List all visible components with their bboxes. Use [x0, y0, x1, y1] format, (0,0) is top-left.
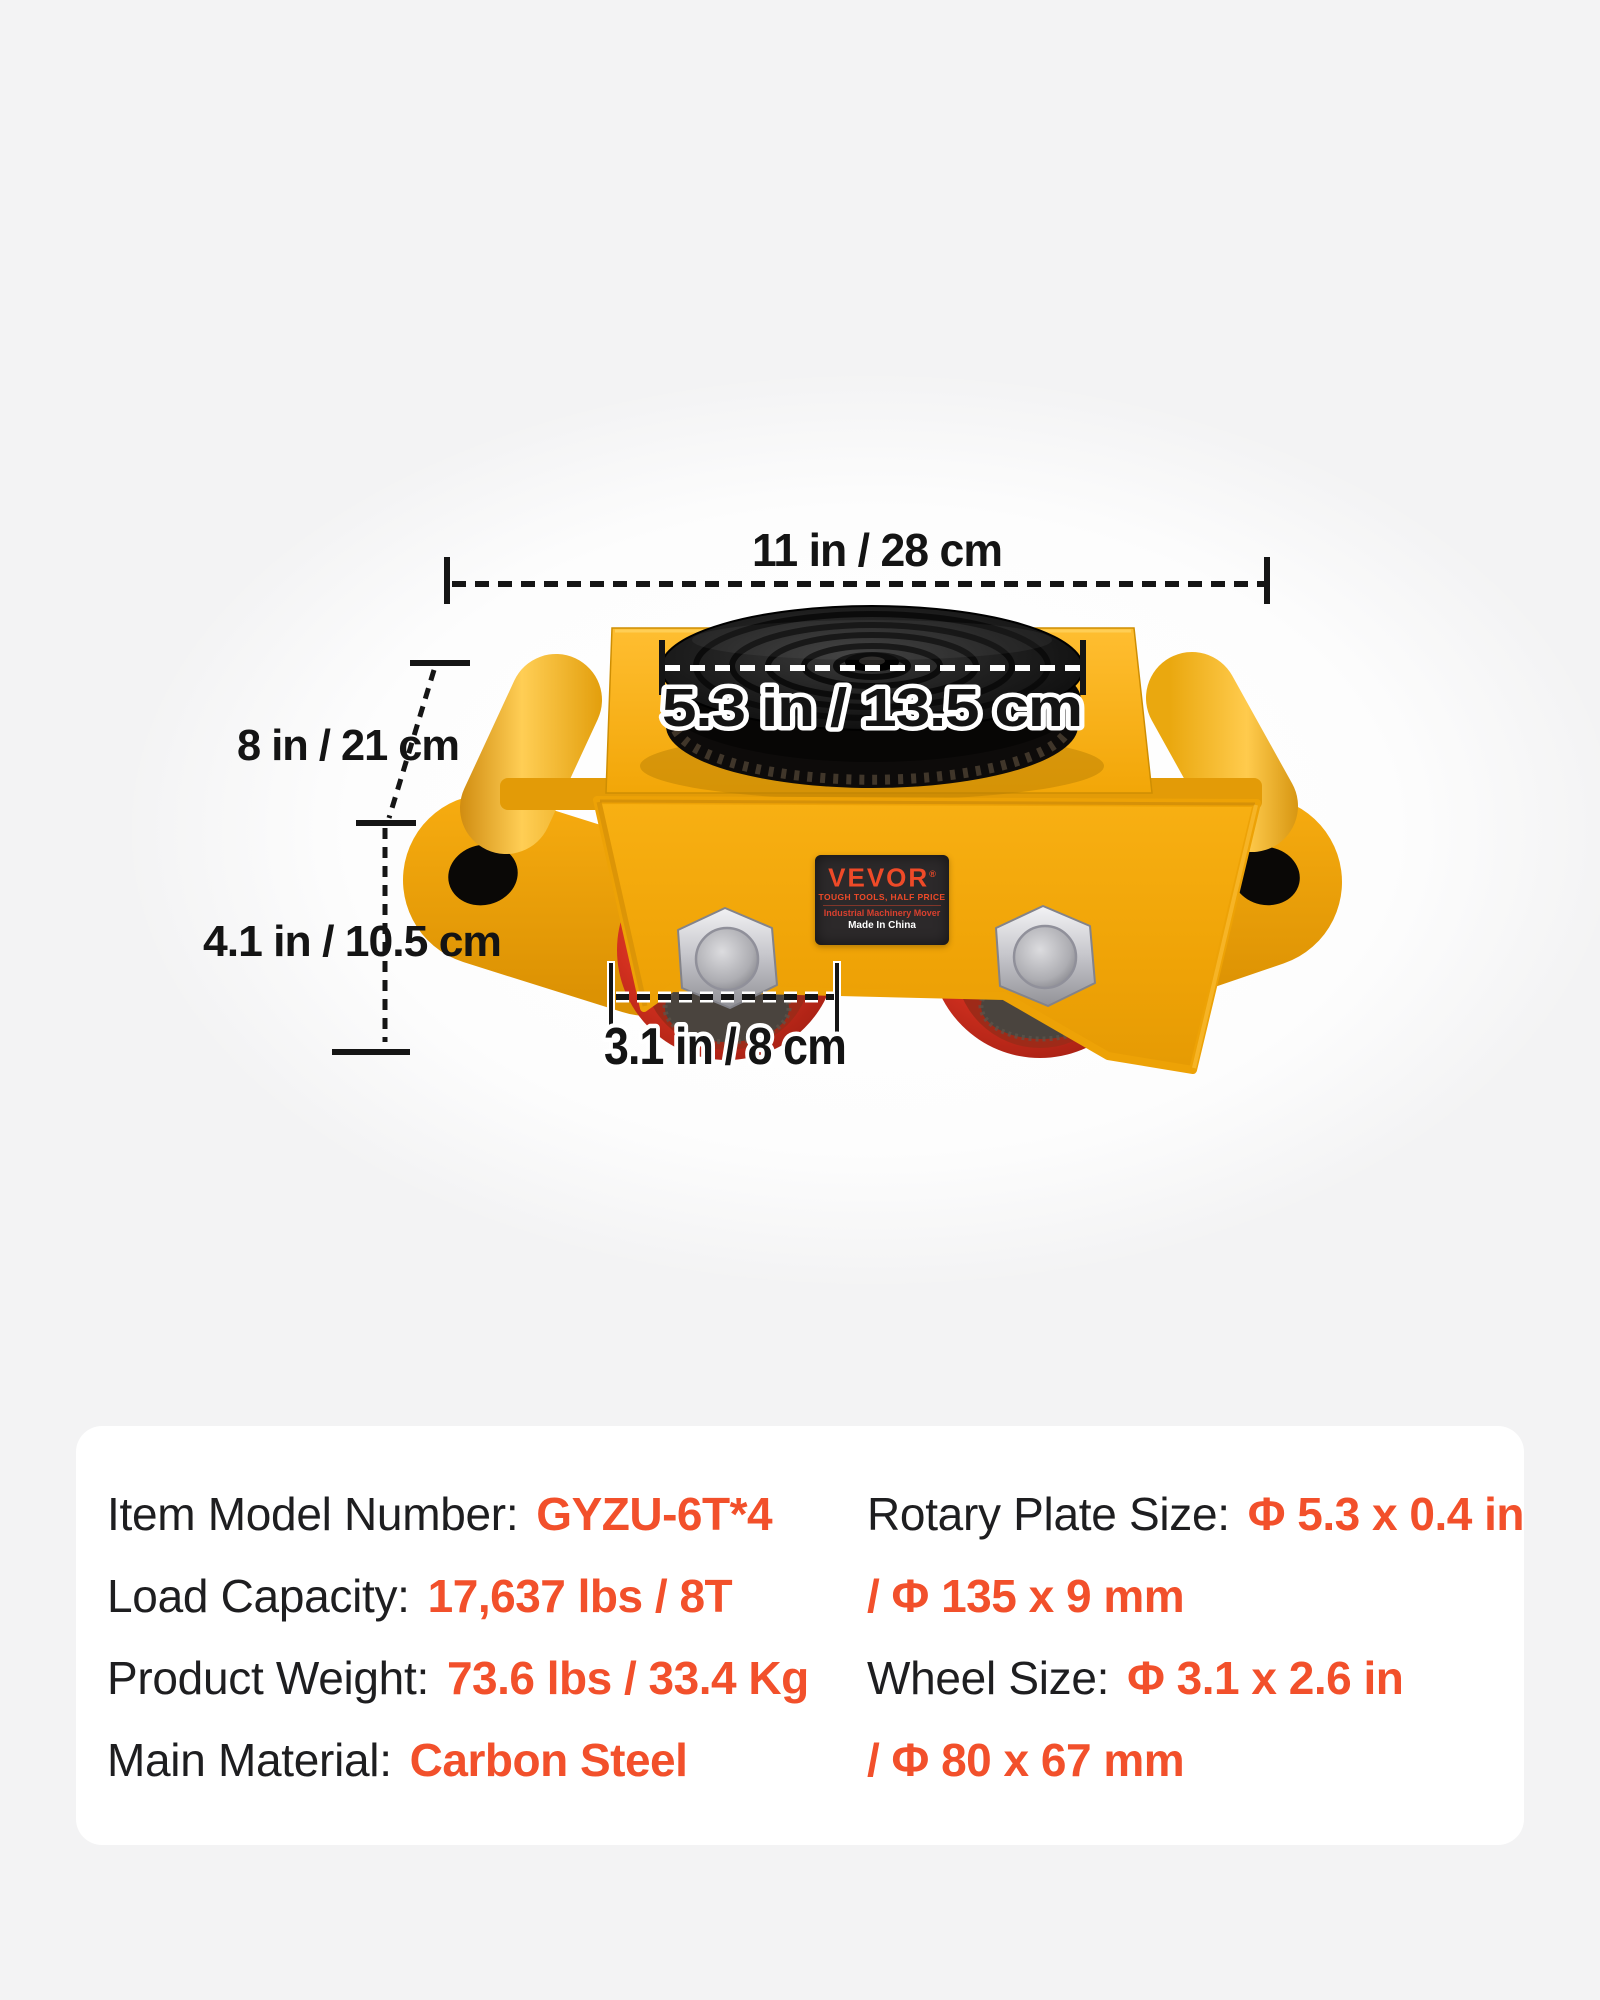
spec-value: 73.6 lbs / 33.4 Kg [446, 1652, 809, 1704]
spec-label: Item Model Number: [107, 1488, 519, 1540]
spec-value: Φ 5.3 x 0.4 in [1247, 1488, 1524, 1540]
brand-tagline: TOUGH TOOLS, HALF PRICE [818, 891, 946, 902]
brand-plate [815, 855, 949, 945]
spec-column-left [107, 1473, 809, 1801]
dim-frame-height-label: 4.1 in / 10.5 cm [203, 917, 502, 966]
spec-column-right [867, 1473, 1524, 1801]
dim-rotary-plate-label: 5.3 in / 13.5 cm [662, 678, 1082, 738]
brand-logo: VEVOR® [828, 862, 936, 893]
spec-row-model [107, 1473, 809, 1555]
spec-value: / Φ 135 x 9 mm [867, 1570, 1185, 1622]
dim-wheel-label: 3.1 in / 8 cm [604, 1018, 846, 1076]
spec-value: GYZU-6T*4 [536, 1488, 773, 1540]
spec-value: / Φ 80 x 67 mm [867, 1734, 1185, 1786]
dim-side-height-label: 8 in / 21 cm [237, 721, 459, 770]
axle-nut-right [996, 906, 1095, 1006]
spec-value: Φ 3.1 x 2.6 in [1127, 1652, 1404, 1704]
brand-divider [823, 905, 941, 906]
spec-row-rotary-plate-size [867, 1473, 1524, 1555]
dim-overall-width-label: 11 in / 28 cm [752, 524, 1002, 576]
spec-label: Product Weight: [107, 1652, 429, 1704]
spec-label: Rotary Plate Size: [867, 1488, 1230, 1540]
spec-row-wheel-size-mm [867, 1719, 1524, 1801]
spec-label: Load Capacity: [107, 1570, 410, 1622]
spec-label: Wheel Size: [867, 1652, 1110, 1704]
spec-row-material [107, 1719, 809, 1801]
spec-value: Carbon Steel [409, 1734, 688, 1786]
brand-origin: Made In China [848, 919, 916, 931]
spec-value: 17,637 lbs / 8T [427, 1570, 733, 1622]
spec-row-weight [107, 1637, 809, 1719]
spec-card [76, 1426, 1524, 1845]
spec-row-wheel-size [867, 1637, 1524, 1719]
registered-mark-icon: ® [929, 869, 936, 879]
spec-label: Main Material: [107, 1734, 392, 1786]
brand-subtitle: Industrial Machinery Mover [823, 907, 941, 918]
spec-row-load-capacity [107, 1555, 809, 1637]
spec-row-rotary-plate-size-mm [867, 1555, 1524, 1637]
